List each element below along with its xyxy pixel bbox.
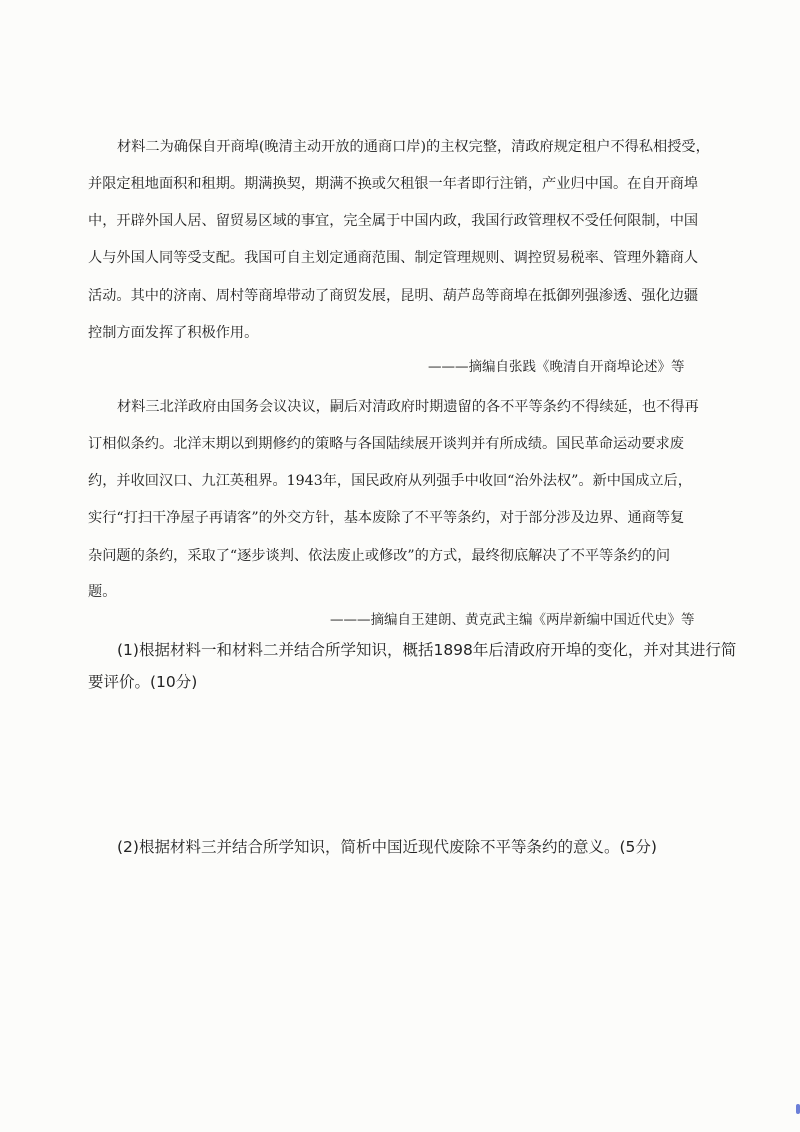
question-1-line-1: (1)根据材料一和材料二并结合所学知识，概括1898年后清政府开埠的变化，并对其进行简 [117, 641, 737, 659]
material3-line-3: 约，并收回汉口、九江英租界。1943年，国民政府从列强手中收回“治外法权”。新中国成立后， [88, 473, 692, 489]
material2-line-6: 控制方面发挥了积极作用。 [88, 325, 259, 341]
material2-source: ———摘编自张践《晚清自开商埠论述》等 [428, 359, 685, 375]
material3-line-1: 材料三北洋政府由国务会议决议，嗣后对清政府时期遗留的各不平等条约不得续延，也不得再 [117, 399, 699, 415]
question-1-line-2: 要评价。(10分) [88, 673, 198, 691]
material2-line-5: 活动。其中的济南、周村等商埠带动了商贸发展，昆明、葫芦岛等商埠在抵御列强渗透、强化边疆 [88, 288, 699, 304]
material2-line-4: 人与外国人同等受支配。我国可自主划定通商范围、制定管理规则、调控贸易税率、管理外籍商人 [88, 250, 699, 266]
page-edge-mark [796, 1104, 800, 1114]
material2-line-1: 材料二为确保自开商埠(晚清主动开放的通商口岸)的主权完整，清政府规定租户不得私相授受， [117, 139, 710, 155]
material2-line-2: 并限定租地面积和租期。期满换契，期满不换或欠租银一年者即行注销，产业归中国。在自开商埠 [88, 176, 699, 192]
material3-source: ———摘编自王建朗、黄克武主编《两岸新编中国近代史》等 [330, 612, 695, 628]
material3-line-2: 订相似条约。北洋末期以到期修约的策略与各国陆续展开谈判并有所成绩。国民革命运动要求废 [88, 436, 684, 452]
material3-line-5: 杂问题的条约，采取了“逐步谈判、依法废止或修改”的方式，最终彻底解决了不平等条约的问 [88, 548, 671, 564]
material3-line-4: 实行“打扫干净屋子再请客”的外交方针，基本废除了不平等条约，对于部分涉及边界、通商等复 [88, 510, 685, 526]
question-2: (2)根据材料三并结合所学知识，简析中国近现代废除不平等条约的意义。(5分) [117, 838, 657, 856]
material3-line-6: 题。 [88, 584, 117, 600]
material2-line-3: 中，开辟外国人居、留贸易区域的事宜，完全属于中国内政，我国行政管理权不受任何限制，中国 [88, 213, 699, 229]
